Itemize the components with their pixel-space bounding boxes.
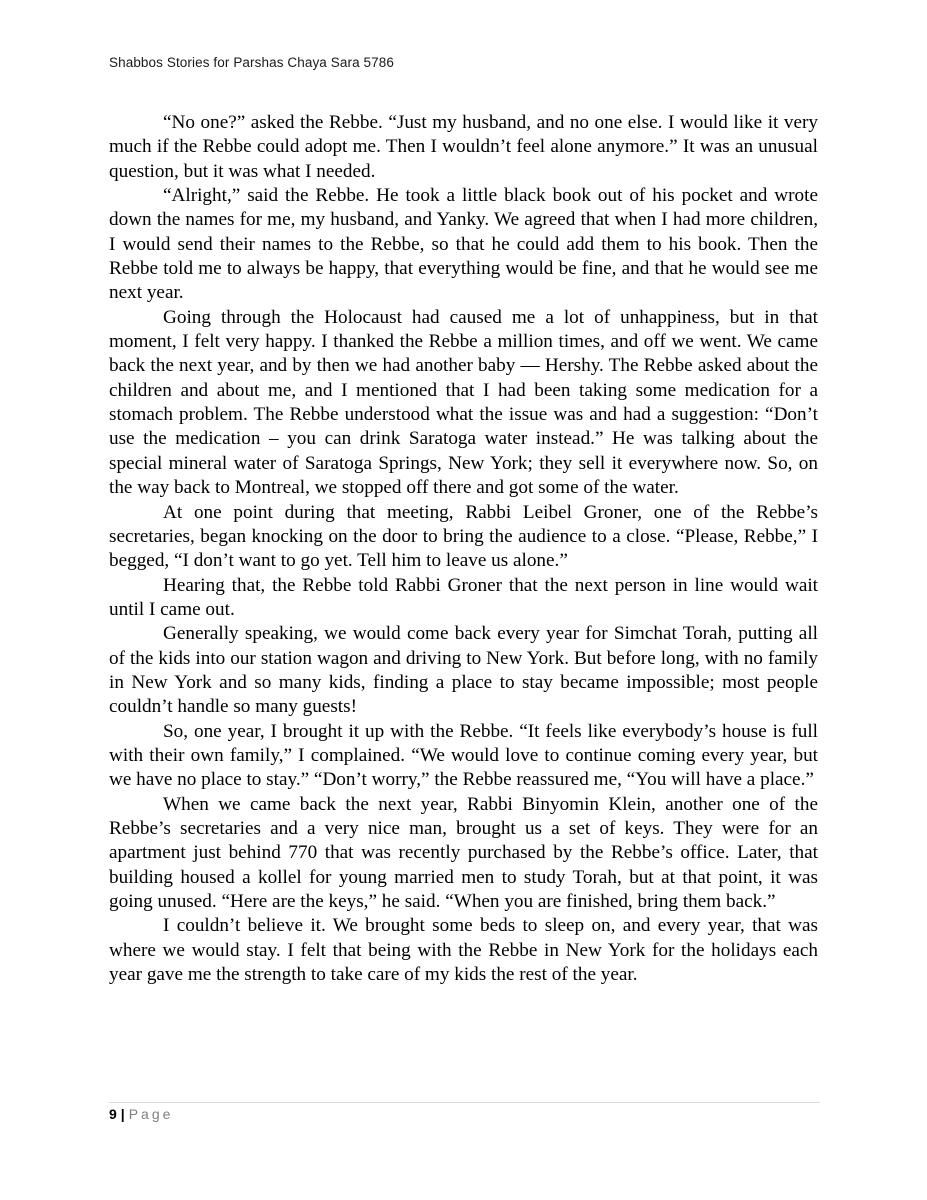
page-number: 9 <box>109 1106 117 1122</box>
body-text <box>109 111 818 987</box>
running-header: Shabbos Stories for Parshas Chaya Sara 5786 <box>109 55 394 70</box>
page-footer <box>109 1106 173 1122</box>
paragraph: “No one?” asked the Rebbe. “Just my husband, and no one else. I would like it very much if the Rebbe could adopt me. Then I wouldn’t feel alone anymore.” It was an unusual question, but it was what I needed. <box>109 112 818 182</box>
paragraph: So, one year, I brought it up with the Rebbe. “It feels like everybody’s house is full with their own family,” I complained. “We would love to continue coming every year, but we have no place to stay.” “Don’t worry,” the Rebbe reassured me, “You will have a place.” <box>109 720 818 791</box>
paragraph: I couldn’t believe it. We brought some beds to sleep on, and every year, that was where we would stay. I felt that being with the Rebbe in New York for the holidays each year gave me the strength to take care of my kids the rest of the year. <box>109 915 818 986</box>
paragraph: At one point during that meeting, Rabbi Leibel Groner, one of the Rebbe’s secretaries, began knocking on the door to bring the audience to a close. “Please, Rebbe,” I begged, “I don’t want to go yet. Tell him to leave us alone.” <box>109 501 818 572</box>
footer-divider <box>109 1102 820 1103</box>
paragraph: “Alright,” said the Rebbe. He took a little black book out of his pocket and wrote down the names for me, my husband, and Yanky. We agreed that when I had more children, I would send their names to the Rebbe, so that he could add them to his book. Then the Rebbe told me to always be happy, that everything would be fine, and that he would see me next year. <box>109 185 818 304</box>
footer-separator: | <box>120 1106 125 1122</box>
paragraph: When we came back the next year, Rabbi Binyomin Klein, another one of the Rebbe’s secretaries and a very nice man, brought us a set of keys. They were for an apartment just behind 770 that was recently purchased by the Rebbe’s office. Later, that building housed a kollel for young married men to study Torah, but at that point, it was going unused. “Here are the keys,” he said. “When you are finished, bring them back.” <box>109 793 818 912</box>
paragraph: Generally speaking, we would come back every year for Simchat Torah, putting all of the kids into our station wagon and driving to New York. But before long, with no family in New York and so many kids, finding a place to stay became impossible; most people couldn’t handle so many guests! <box>109 623 818 718</box>
paragraph: Hearing that, the Rebbe told Rabbi Groner that the next person in line would wait until I came out. <box>109 574 818 620</box>
paragraph: Going through the Holocaust had caused me a lot of unhappiness, but in that moment, I felt very happy. I thanked the Rebbe a million times, and off we went. We came back the next year, and by then we had another baby — Hershy. The Rebbe asked about the children and about me, and I mentioned that I had been taking some medication for a stomach problem. The Rebbe understood what the issue was and had a suggestion: “Don’t use the medication – you can drink Saratoga water instead.” He was talking about the special mineral water of Saratoga Springs, New York; they sell it everywhere now. So, on the way back to Montreal, we stopped off there and got some of the water. <box>109 306 818 499</box>
page-label: Page <box>128 1106 174 1122</box>
